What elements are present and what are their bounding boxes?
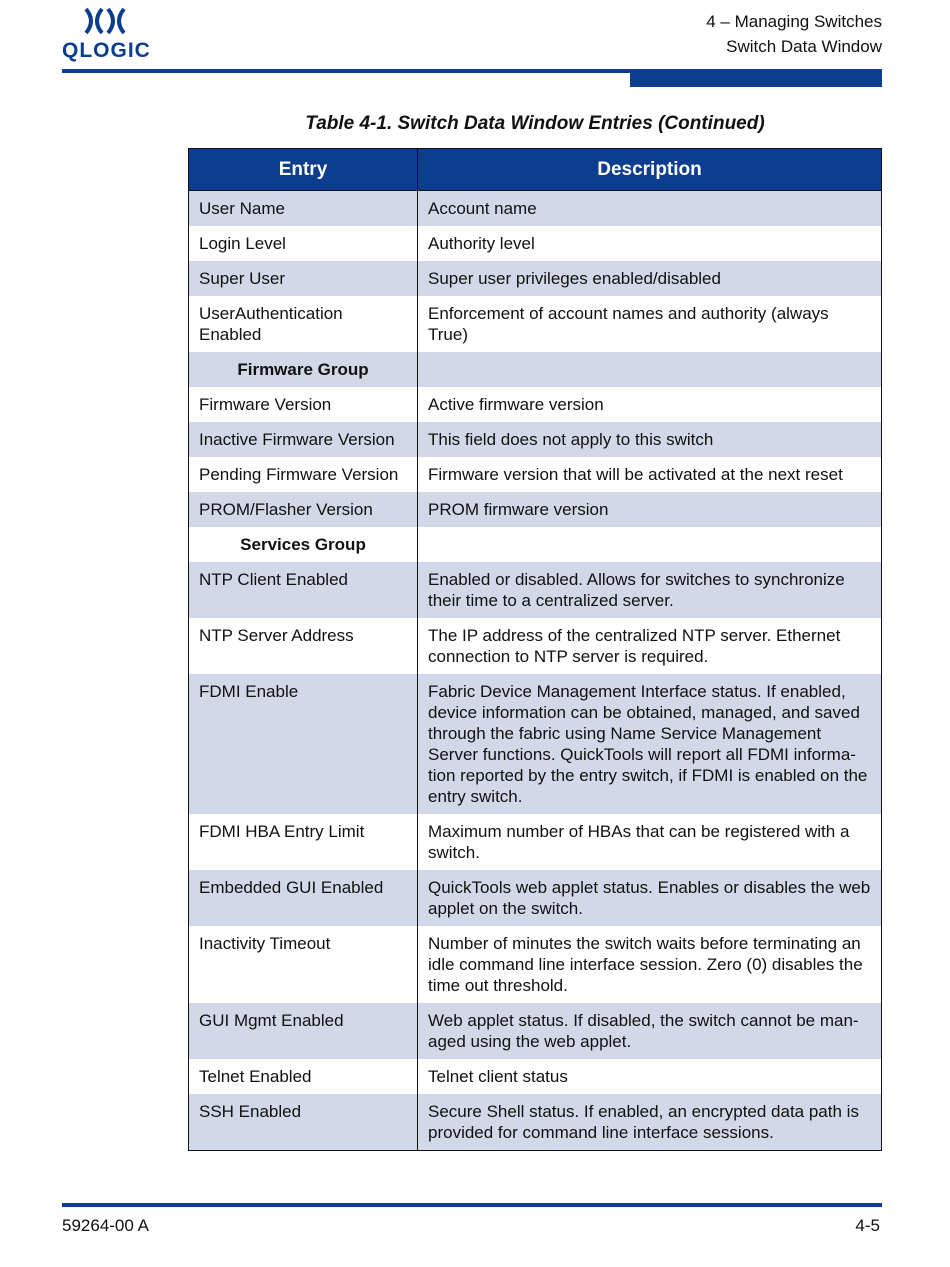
table-row [189,926,882,1003]
entry-cell: Inactivity Timeout [189,926,418,1003]
table-caption: Table 4-1. Switch Data Window Entries (Continued) [305,113,765,134]
page-number: 4-5 [855,1216,880,1235]
description-cell: Number of minutes the switch waits before terminating an idle command line interface session. Zero (0) disables the time out threshold. [418,926,882,1003]
switch-data-table [188,148,882,1151]
column-header-entry: Entry [189,149,418,191]
table-row [189,814,882,870]
table-row [189,226,882,261]
group-heading: Firmware Group [189,352,418,387]
column-header-description: Description [418,149,882,191]
group-row [189,352,882,387]
description-cell: QuickTools web applet status. Enables or disables the web applet on the switch. [418,870,882,926]
entry-cell: GUI Mgmt Enabled [189,1003,418,1059]
chapter-title: 4 – Managing Switches [706,12,882,31]
entry-cell: SSH Enabled [189,1094,418,1151]
table-row [189,457,882,492]
description-cell: PROM firmware version [418,492,882,527]
description-cell: Firmware version that will be activated at the next reset [418,457,882,492]
entry-cell: NTP Client Enabled [189,562,418,618]
qlogic-logo-icon [82,6,128,36]
group-heading: Services Group [189,527,418,562]
description-cell: Enabled or disabled. Allows for switches to synchronize their time to a centralized server. [418,562,882,618]
table-row [189,387,882,422]
entry-cell: User Name [189,191,418,227]
description-cell: Fabric Device Management Interface status. If enabled, device information can be obtained, managed, and saved through the fabric using Name Service Management Server functions. QuickTools will report all FDMI informa-tion reported by the entry switch, if FDMI is enabled on the entry switch. [418,674,882,814]
table-row [189,422,882,457]
document-number: 59264-00 A [62,1216,149,1235]
description-cell: Maximum number of HBAs that can be registered with a switch. [418,814,882,870]
entry-cell: Embedded GUI Enabled [189,870,418,926]
qlogic-logo [62,6,154,62]
section-title: Switch Data Window [726,36,882,56]
description-cell: Telnet client status [418,1059,882,1094]
table-row [189,562,882,618]
table-row [189,1094,882,1151]
description-cell: Account name [418,191,882,227]
description-cell: The IP address of the centralized NTP server. Ethernet connection to NTP server is required. [418,618,882,674]
footer-rule [62,1203,882,1207]
table-row [189,674,882,814]
entry-cell: NTP Server Address [189,618,418,674]
description-cell [418,527,882,562]
header-rule-block [630,69,882,87]
logo-text: QLOGIC [62,39,151,62]
entry-cell: PROM/Flasher Version [189,492,418,527]
entry-cell: Telnet Enabled [189,1059,418,1094]
table-row [189,1003,882,1059]
entry-cell: Super User [189,261,418,296]
table-row [189,618,882,674]
description-cell: This field does not apply to this switch [418,422,882,457]
table-row [189,261,882,296]
table-header-row [189,149,882,191]
entry-cell: FDMI Enable [189,674,418,814]
table-row [189,296,882,352]
entry-cell: Pending Firmware Version [189,457,418,492]
table-row [189,870,882,926]
entry-cell: Firmware Version [189,387,418,422]
entry-cell: Inactive Firmware Version [189,422,418,457]
description-cell: Active firmware version [418,387,882,422]
group-row [189,527,882,562]
table-row [189,1059,882,1094]
description-cell: Super user privileges enabled/disabled [418,261,882,296]
description-cell: Secure Shell status. If enabled, an encrypted data path is provided for command line interface sessions. [418,1094,882,1151]
running-header [706,10,882,59]
description-cell: Web applet status. If disabled, the switch cannot be man-aged using the web applet. [418,1003,882,1059]
description-cell: Enforcement of account names and authority (always True) [418,296,882,352]
entry-cell: Login Level [189,226,418,261]
table-row [189,492,882,527]
description-cell: Authority level [418,226,882,261]
entry-cell: UserAuthentication Enabled [189,296,418,352]
entry-cell: FDMI HBA Entry Limit [189,814,418,870]
description-cell [418,352,882,387]
table-row [189,191,882,227]
